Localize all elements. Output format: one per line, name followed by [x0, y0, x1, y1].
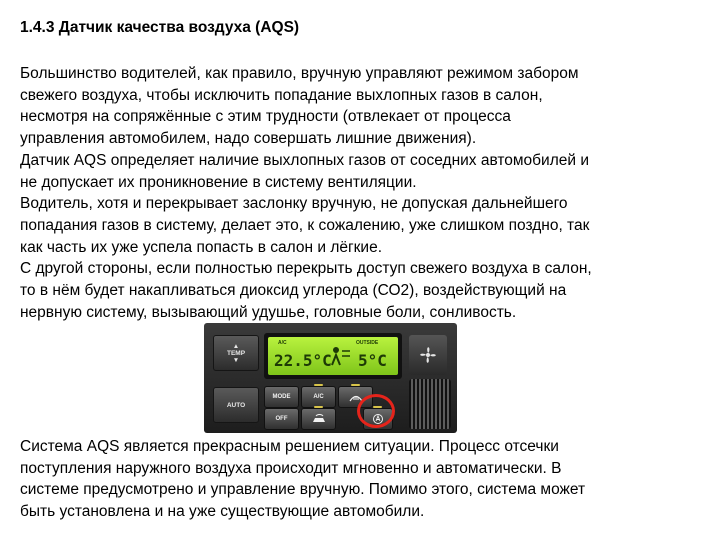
auto-label: AUTO [226, 401, 246, 409]
auto-button[interactable] [213, 387, 259, 423]
intro-line: Большинство водителей, как правило, вручную управляют режимом забором [20, 65, 579, 82]
lcd-display [268, 337, 398, 375]
intro-line: попадания газов в систему, делает это, к сожалению, уже слишком поздно, так [20, 216, 590, 234]
intro-line: не допускает их проникновение в систему вентиляции. [20, 173, 417, 191]
lcd-outside-label: OUTSIDE [356, 340, 379, 346]
lcd-airflow-icon [328, 345, 352, 367]
intro-line: свежего воздуха, чтобы исключить попадание выхлопных газов в салон, [20, 86, 543, 104]
off-label: OFF [275, 416, 288, 422]
intro-line: как часть их уже успела попасть в салон и лёгкие. [20, 238, 383, 256]
temp-label: TEMP [226, 349, 246, 357]
mode-button[interactable] [264, 386, 299, 408]
lcd-display-frame [264, 333, 402, 379]
section-title: 1.4.3 Датчик качества воздуха (AQS) [20, 19, 300, 36]
climate-control-panel [204, 323, 457, 433]
mode-label: MODE [272, 394, 291, 400]
outro-paragraph [20, 436, 710, 523]
ac-led-indicator [314, 384, 323, 386]
intro-line: С другой стороны, если полностью перекрыть доступ свежего воздуха в салон, [20, 260, 592, 278]
intro-line: управления автомобилем, надо совершать лишние движения). [20, 130, 477, 148]
outro-line: поступления наружного воздуха происходит мгновенно и автоматически. В [20, 459, 562, 477]
fan-icon [417, 344, 439, 366]
intro-line: несмотря на сопряжённые с этим трудности (отвлекает от процесса [20, 108, 511, 126]
intro-paragraph [20, 63, 710, 323]
temp-down-arrow-icon: ▼ [232, 356, 240, 364]
air-vent [409, 379, 451, 429]
lcd-outside-temp: 5°C [358, 351, 387, 370]
ac-button[interactable] [301, 386, 336, 408]
intro-line: Датчик AQS определяет наличие выхлопных газов от соседних автомобилей и [20, 151, 589, 169]
lcd-inside-temp: 22.5°C [274, 351, 332, 370]
intro-line: Водитель, хотя и перекрывает заслонку вручную, не допуская дальнейшего [20, 195, 568, 213]
outro-line: быть установлена и на уже существующие автомобили. [20, 503, 425, 521]
outro-line: системе предусмотрено и управление вручную. Помимо этого, система может [20, 481, 586, 499]
temp-button[interactable] [213, 335, 259, 371]
recirculation-led-indicator [314, 406, 323, 408]
panel-left-controls [210, 335, 260, 423]
lcd-ac-label: A/C [278, 340, 287, 346]
recirculation-button[interactable] [301, 408, 336, 430]
outro-line: Система AQS является прекрасным решением ситуации. Процесс отсечки [20, 438, 559, 455]
ac-label: A/C [313, 394, 324, 400]
aqs-highlight-circle [357, 394, 395, 428]
recirculation-icon [311, 414, 327, 424]
defrost-led-indicator [351, 384, 360, 386]
temp-up-arrow-icon: ▲ [232, 342, 240, 350]
intro-line: то в нём будет накапливаться диоксид углерода (СО2), воздействующий на [20, 282, 567, 300]
fan-button[interactable] [409, 335, 447, 375]
intro-line: нервную систему, вызывающий удушье, головные боли, сонливость. [20, 303, 517, 321]
off-button[interactable] [264, 408, 299, 430]
